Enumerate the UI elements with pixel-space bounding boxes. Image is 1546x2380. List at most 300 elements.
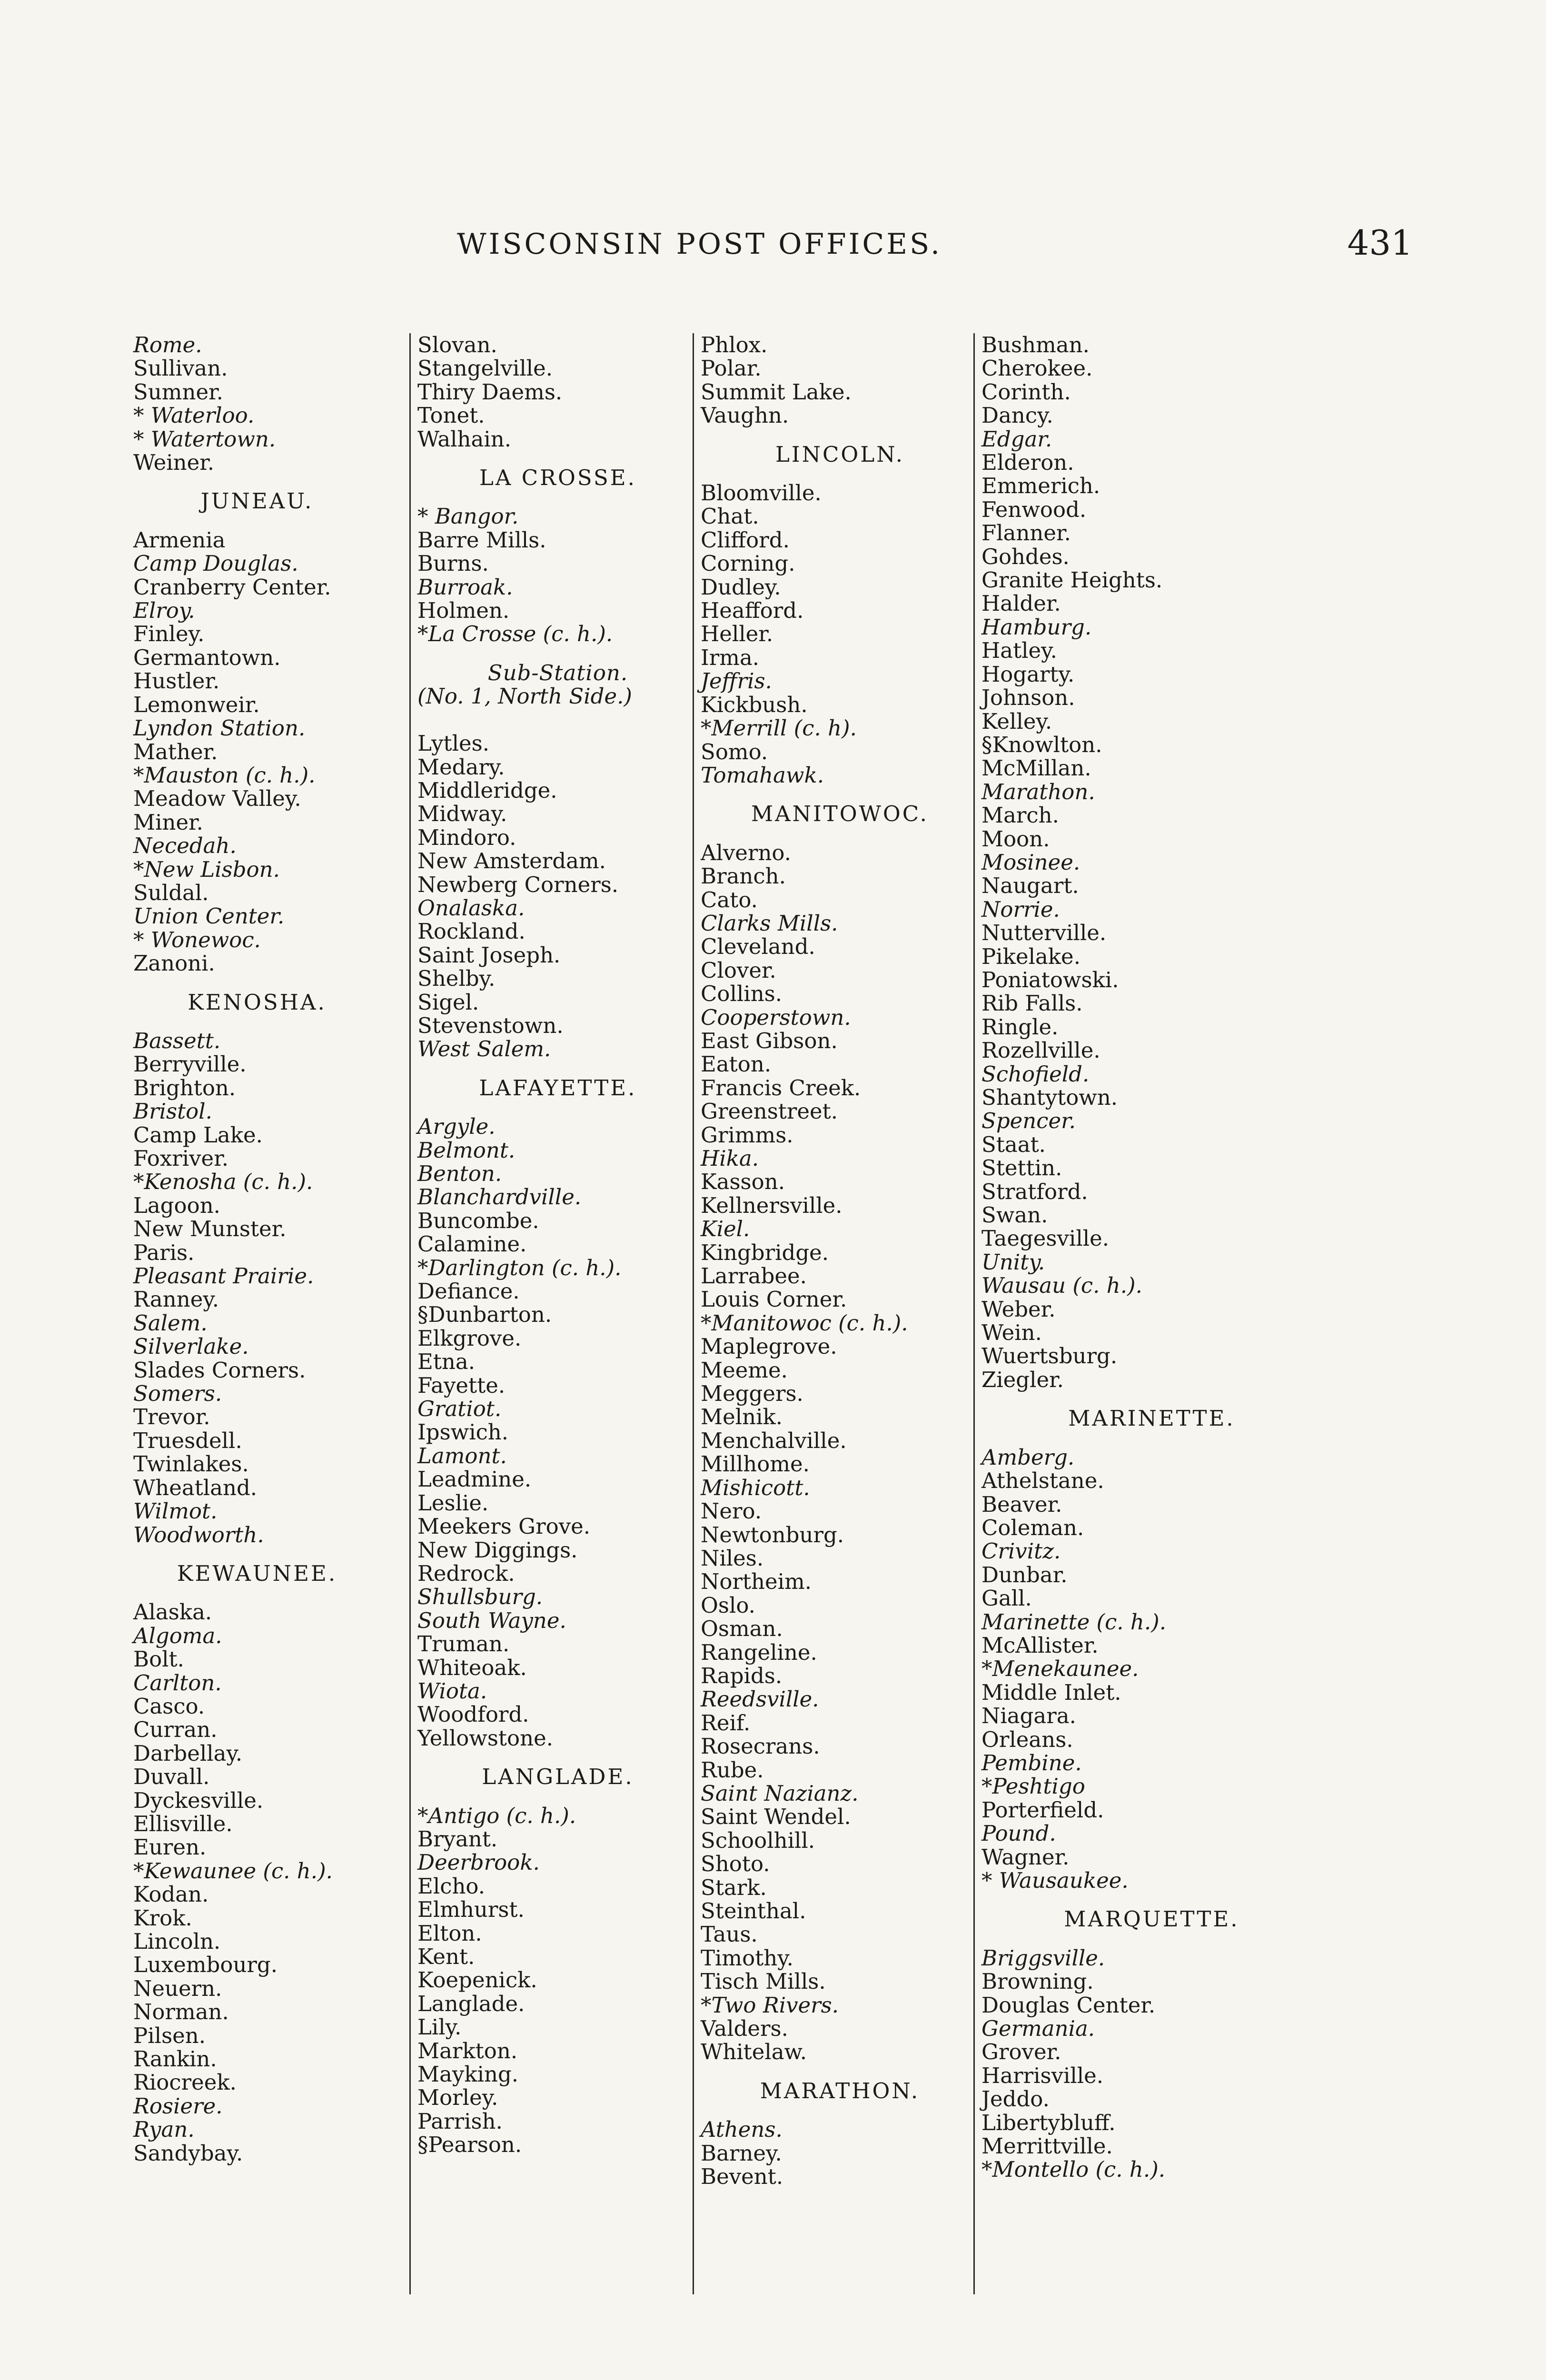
post-office-entry: Meeme. [701, 1357, 788, 1383]
post-office-entry: Finley. [133, 621, 205, 647]
post-office-entry: Clifford. [701, 527, 790, 553]
post-office-entry: Zanoni. [133, 951, 215, 976]
post-office-entry: Riocreek. [133, 2070, 237, 2095]
post-office-entry: Saint Joseph. [417, 942, 561, 968]
post-office-entry: Neuern. [133, 1975, 222, 2001]
post-office-entry: Dunbar. [981, 1562, 1068, 1587]
post-office-entry: Kelley. [981, 708, 1052, 734]
post-office-entry: Suldal. [133, 880, 209, 905]
post-office-entry: Oslo. [701, 1592, 755, 1618]
post-office-entry: Twinlakes. [133, 1451, 249, 1477]
post-office-entry: * Wausaukee. [981, 1868, 1129, 1893]
post-office-entry: Mosinee. [981, 849, 1080, 875]
post-office-entry: Parrish. [417, 2108, 503, 2134]
post-office-entry: Flanner. [981, 520, 1071, 546]
post-office-entry: Corning. [701, 551, 795, 576]
post-office-entry: Mishicott. [701, 1475, 810, 1500]
county-heading: MARINETTE. [1068, 1406, 1235, 1431]
post-office-entry: *Menekaunee. [981, 1656, 1139, 1682]
post-office-entry: Cooperstown. [701, 1004, 851, 1030]
post-office-entry: Lagoon. [133, 1192, 220, 1218]
post-office-entry: Whiteoak. [417, 1655, 527, 1680]
post-office-entry: Midway. [417, 801, 507, 827]
post-office-entry: Barre Mills. [417, 527, 546, 553]
post-office-entry: East Gibson. [701, 1028, 838, 1053]
post-office-entry: Argyle. [417, 1114, 496, 1140]
post-office-entry: Niagara. [981, 1703, 1076, 1729]
post-office-entry: Paris. [133, 1240, 195, 1265]
post-office-entry: Pembine. [981, 1750, 1082, 1775]
post-office-entry: Rosecrans. [701, 1734, 820, 1759]
post-office-entry: Mindoro. [417, 824, 516, 850]
post-office-entry: Granite Heights. [981, 567, 1163, 593]
post-office-entry: Wheatland. [133, 1475, 258, 1500]
post-office-entry: Alverno. [701, 840, 792, 865]
post-office-entry: Marathon. [981, 779, 1095, 804]
post-office-entry: Kodan. [133, 1882, 209, 1907]
post-office-entry: Shullsburg. [417, 1584, 543, 1610]
post-office-entry: Langlade. [417, 1991, 525, 2016]
post-office-entry: Elmhurst. [417, 1897, 525, 1923]
post-office-entry: Louis Corner. [701, 1287, 847, 1312]
post-office-entry: Truesdell. [133, 1428, 242, 1453]
post-office-entry: Elton. [417, 1920, 482, 1946]
post-office-entry: Whitelaw. [701, 2039, 807, 2065]
post-office-entry: Ellisville. [133, 1811, 233, 1836]
post-office-entry: Weiner. [133, 450, 215, 476]
post-office-entry: Trevor. [133, 1404, 210, 1430]
post-office-entry: Pound. [981, 1821, 1056, 1846]
post-office-entry: Holmen. [417, 598, 510, 624]
post-office-entry: Bristol. [133, 1099, 212, 1124]
post-office-entry: Ryan. [133, 2117, 195, 2142]
post-office-entry: Nutterville. [981, 920, 1107, 946]
page-header [133, 223, 1413, 275]
post-office-entry: Casco. [133, 1693, 205, 1719]
post-office-entry: Blanchardville. [417, 1184, 582, 1210]
post-office-entry: Osman. [701, 1616, 783, 1642]
post-office-entry: Fayette. [417, 1372, 505, 1398]
post-office-entry: Slades Corners. [133, 1357, 306, 1383]
post-office-entry: *Two Rivers. [701, 1992, 839, 2018]
post-office-entry: Cranberry Center. [133, 574, 331, 600]
post-office-entry: * Wonewoc. [133, 927, 261, 952]
post-office-entry: Cato. [701, 887, 758, 912]
post-office-entry: New Diggings. [417, 1537, 578, 1563]
post-office-entry: Burns. [417, 551, 489, 576]
post-office-entry: Necedah. [133, 833, 237, 859]
post-office-entry: Lemonweir. [133, 692, 260, 717]
post-office-entry: Tomahawk. [701, 762, 824, 788]
post-office-entry: *La Crosse (c. h.). [417, 621, 613, 647]
post-office-entry: Gohdes. [981, 544, 1070, 569]
post-office-entry: Bolt. [133, 1646, 184, 1672]
post-office-entry: Carlton. [133, 1670, 222, 1696]
post-office-entry: * Bangor. [417, 504, 519, 529]
post-office-entry: Gall. [981, 1586, 1032, 1611]
post-office-entry: Meekers Grove. [417, 1514, 591, 1539]
post-office-entry: Niles. [701, 1545, 764, 1571]
post-office-entry: Stevenstown. [417, 1012, 564, 1038]
post-office-entry: Shantytown. [981, 1085, 1118, 1110]
post-office-entry: Sigel. [417, 989, 479, 1015]
post-office-entry: Germania. [981, 2016, 1095, 2042]
post-office-entry: Kasson. [701, 1169, 785, 1195]
county-heading: LA CROSSE. [479, 465, 636, 491]
post-office-entry: Bevent. [701, 2164, 783, 2190]
post-office-entry: Douglas Center. [981, 1992, 1156, 2018]
post-office-entry: Valders. [701, 2016, 788, 2042]
post-office-entry: Phlox. [701, 332, 768, 357]
post-office-entry: Schofield. [981, 1061, 1090, 1087]
post-office-entry: *Peshtigo [981, 1774, 1085, 1799]
post-office-entry: Wagner. [981, 1844, 1070, 1870]
post-office-entry: Grover. [981, 2039, 1061, 2065]
post-office-entry: Cherokee. [981, 356, 1093, 381]
post-office-entry: Shoto. [701, 1851, 770, 1877]
post-office-entry: Stangelville. [417, 356, 553, 381]
post-office-entry: §Pearson. [417, 2132, 522, 2158]
post-office-entry: Hika. [701, 1146, 759, 1171]
post-office-entry: Chat. [701, 504, 759, 529]
post-office-entry: Menchalville. [701, 1428, 847, 1453]
post-office-entry: Ranney. [133, 1287, 219, 1312]
post-office-entry: * Watertown. [133, 426, 276, 452]
post-office-entry: Unity. [981, 1249, 1045, 1275]
post-office-entry: Lily. [417, 2014, 462, 2040]
post-office-entry: Corinth. [981, 379, 1071, 405]
post-office-entry: Elkgrove. [417, 1325, 522, 1351]
county-heading: JUNEAU. [200, 488, 314, 514]
post-office-entry: Hustler. [133, 668, 220, 694]
post-office-entry: Hatley. [981, 638, 1057, 664]
post-office-entry: Poniatowski. [981, 967, 1119, 992]
column-2 [409, 333, 698, 2294]
post-office-entry: Orleans. [981, 1726, 1073, 1752]
post-office-entry: Wilmot. [133, 1498, 218, 1524]
post-office-entry: Browning. [981, 1969, 1094, 1994]
post-office-entry: Dancy. [981, 403, 1053, 428]
post-office-entry: Moon. [981, 826, 1050, 852]
county-heading: MARATHON. [760, 2078, 920, 2103]
post-office-entry: Briggsville. [981, 1945, 1105, 1971]
post-office-entry: Melnik. [701, 1404, 783, 1430]
post-office-entry: Fenwood. [981, 496, 1087, 522]
post-office-entry: Markton. [417, 2038, 518, 2063]
post-office-entry: Clarks Mills. [701, 910, 838, 936]
county-heading: LINCOLN. [775, 441, 905, 467]
post-office-entry: Krok. [133, 1905, 192, 1931]
post-office-entry: Libertybluff. [981, 2110, 1116, 2135]
county-heading: KEWAUNEE. [177, 1560, 337, 1586]
post-office-entry: Duvall. [133, 1764, 210, 1790]
post-office-entry: Truman. [417, 1631, 510, 1657]
post-office-entry: Naugart. [981, 873, 1079, 899]
post-office-entry: Morley. [417, 2085, 498, 2111]
post-office-entry: McAllister. [981, 1632, 1099, 1658]
post-office-entry: Reif. [701, 1710, 751, 1735]
post-office-entry: Taegesville. [981, 1226, 1110, 1251]
post-office-entry: Eaton. [701, 1051, 772, 1077]
post-office-entry: Lincoln. [133, 1929, 221, 1954]
post-office-entry: Heller. [701, 621, 773, 647]
post-office-entry: Middleridge. [417, 777, 557, 803]
post-office-entry: Armenia [133, 527, 226, 553]
post-office-entry: Athelstane. [981, 1468, 1104, 1494]
post-office-entry: Pleasant Prairie. [133, 1263, 314, 1289]
post-office-entry: Woodworth. [133, 1522, 264, 1547]
post-office-entry: South Wayne. [417, 1607, 566, 1633]
post-office-entry: Bryant. [417, 1826, 498, 1852]
post-office-entry: Camp Douglas. [133, 551, 298, 576]
post-office-entry [417, 708, 698, 732]
post-office-entry: *Kenosha (c. h.). [133, 1169, 313, 1195]
post-office-entry: *Montello (c. h.). [981, 2157, 1166, 2182]
post-office-entry: Defiance. [417, 1279, 520, 1304]
post-office-entry: * Waterloo. [133, 403, 255, 428]
post-office-entry: Staat. [981, 1131, 1046, 1157]
post-office-entry: Buncombe. [417, 1208, 539, 1233]
post-office-entry: Onalaska. [417, 895, 525, 921]
post-office-entry: Saint Nazianz. [701, 1780, 859, 1806]
post-office-entry: Rankin. [133, 2046, 217, 2072]
post-office-entry: Miner. [133, 809, 203, 835]
post-office-columns [133, 333, 1314, 2309]
post-office-entry: Norrie. [981, 896, 1060, 922]
post-office-entry: Collins. [701, 981, 783, 1007]
post-office-entry: Leadmine. [417, 1467, 532, 1492]
post-office-entry: Berryville. [133, 1051, 247, 1077]
county-heading: MARQUETTE. [1064, 1906, 1239, 1932]
post-office-entry: Taus. [701, 1922, 758, 1947]
post-office-entry: Elroy. [133, 598, 195, 624]
post-office-entry: Sullivan. [133, 356, 228, 381]
post-office-entry: *Antigo (c. h.). [417, 1803, 576, 1828]
post-office-entry: Larrabee. [701, 1263, 807, 1289]
post-office-entry: Ipswich. [417, 1419, 509, 1445]
post-office-entry: Rube. [701, 1757, 764, 1783]
post-office-entry: Stettin. [981, 1155, 1062, 1181]
post-office-entry: Stratford. [981, 1179, 1088, 1204]
post-office-entry: Etna. [417, 1349, 476, 1375]
post-office-entry: Middle Inlet. [981, 1679, 1121, 1705]
post-office-entry: Branch. [701, 863, 786, 889]
post-office-entry: Francis Creek. [701, 1075, 861, 1101]
post-office-entry: McMillan. [981, 755, 1091, 781]
post-office-entry: Algoma. [133, 1623, 222, 1648]
post-office-entry: Calamine. [417, 1231, 527, 1257]
post-office-entry: Athens. [701, 2117, 783, 2142]
post-office-entry: New Amsterdam. [417, 848, 606, 874]
post-office-entry: Reedsville. [701, 1686, 819, 1712]
post-office-entry: Clover. [701, 957, 776, 983]
post-office-entry: Maplegrove. [701, 1334, 837, 1359]
post-office-entry: Newberg Corners. [417, 872, 619, 897]
post-office-entry: Koepenick. [417, 1967, 537, 1993]
post-office-entry: Tisch Mills. [701, 1969, 826, 1994]
post-office-entry: Weber. [981, 1296, 1056, 1322]
post-office-entry: Leslie. [417, 1490, 489, 1516]
post-office-entry: Lamont. [417, 1443, 507, 1468]
post-office-entry: Rosiere. [133, 2093, 223, 2119]
post-office-entry: New Munster. [133, 1216, 287, 1242]
post-office-entry: Deerbrook. [417, 1850, 540, 1875]
post-office-entry: Schoolhill. [701, 1827, 815, 1853]
post-office-entry: Dyckesville. [133, 1787, 264, 1813]
post-office-entry: Polar. [701, 356, 762, 381]
post-office-entry: Crivitz. [981, 1538, 1061, 1564]
post-office-entry: Nero. [701, 1498, 762, 1524]
county-heading: LANGLADE. [482, 1764, 634, 1790]
post-office-entry: Elcho. [417, 1873, 486, 1899]
post-office-entry: Wuertsburg. [981, 1343, 1118, 1369]
post-office-entry: Sandybay. [133, 2140, 243, 2166]
post-office-entry: Pilsen. [133, 2023, 206, 2048]
post-office-entry: Shelby. [417, 966, 496, 992]
post-office-entry: Meggers. [701, 1381, 803, 1407]
post-office-entry: Spencer. [981, 1108, 1076, 1134]
column-1 [133, 333, 400, 2294]
post-office-entry: Grimms. [701, 1122, 793, 1148]
post-office-entry: Jeddo. [981, 2086, 1050, 2112]
post-office-entry: Benton. [417, 1161, 502, 1186]
post-office-entry: Stark. [701, 1874, 767, 1900]
post-office-entry: Harrisville. [981, 2063, 1104, 2088]
post-office-entry: Rockland. [417, 919, 525, 944]
post-office-entry: Woodford. [417, 1702, 529, 1727]
post-office-entry: Kingbridge. [701, 1240, 829, 1265]
post-office-entry: *Mauston (c. h.). [133, 762, 316, 788]
post-office-entry: Brighton. [133, 1075, 236, 1101]
post-office-entry: Kickbush. [701, 692, 808, 717]
column-4 [973, 333, 1322, 2294]
post-office-entry: Kellnersville. [701, 1192, 842, 1218]
post-office-entry: Bushman. [981, 332, 1090, 357]
post-office-entry: §Dunbarton. [417, 1302, 552, 1328]
post-office-entry: Wausau (c. h.). [981, 1273, 1142, 1299]
post-office-entry: Ziegler. [981, 1367, 1064, 1392]
post-office-entry: Rome. [133, 332, 202, 357]
post-office-entry: Amberg. [981, 1444, 1075, 1470]
post-office-entry: Wein. [981, 1320, 1042, 1346]
post-office-entry: Wiota. [417, 1678, 487, 1704]
sub-station-heading: Sub-Station. [487, 660, 628, 685]
post-office-entry: Halder. [981, 591, 1061, 616]
county-heading: LAFAYETTE. [479, 1075, 637, 1101]
post-office-entry: Darbellay. [133, 1740, 243, 1766]
post-office-entry: Elderon. [981, 450, 1074, 476]
post-office-entry: Saint Wendel. [701, 1804, 851, 1830]
post-office-entry: Redrock. [417, 1560, 515, 1586]
post-office-entry: Dudley. [701, 574, 781, 600]
post-office-entry: Timothy. [701, 1945, 793, 1971]
post-office-entry: March. [981, 803, 1059, 828]
post-office-entry: Summit Lake. [701, 379, 852, 405]
post-office-entry: Somers. [133, 1381, 222, 1407]
post-office-entry: Tonet. [417, 403, 485, 428]
post-office-entry: Kiel. [701, 1216, 750, 1242]
post-office-entry: Somo. [701, 739, 768, 764]
post-office-entry: *Manitowoc (c. h.). [701, 1310, 908, 1336]
post-office-entry: §Knowlton. [981, 732, 1102, 757]
post-office-entry: Bloomville. [701, 480, 822, 506]
post-office-entry: Yellowstone. [417, 1725, 554, 1751]
post-office-entry: Luxembourg. [133, 1952, 278, 1978]
post-office-entry: Camp Lake. [133, 1122, 263, 1148]
post-office-entry: Jeffris. [701, 668, 772, 694]
post-office-entry: Euren. [133, 1835, 207, 1860]
county-heading: MANITOWOC. [751, 801, 929, 827]
post-office-entry: Johnson. [981, 685, 1075, 711]
post-office-entry: Lytles. [417, 731, 490, 756]
post-office-entry: Barney. [701, 2140, 782, 2166]
post-office-entry: *New Lisbon. [133, 856, 280, 882]
post-office-entry: Curran. [133, 1717, 218, 1743]
post-office-entry: Alaska. [133, 1599, 212, 1625]
post-office-entry: *Merrill (c. h). [701, 715, 857, 741]
post-office-entry: Merrittville. [981, 2133, 1113, 2159]
column-3 [693, 333, 979, 2294]
post-office-entry: Coleman. [981, 1515, 1084, 1540]
post-office-entry: Silverlake. [133, 1334, 249, 1359]
post-office-entry: Rangeline. [701, 1639, 817, 1665]
post-office-entry: Gratiot. [417, 1396, 502, 1422]
post-office-entry: Newtonburg. [701, 1522, 844, 1547]
post-office-entry: Edgar. [981, 426, 1052, 452]
post-office-entry: Pikelake. [981, 943, 1080, 969]
post-office-entry: *Kewaunee (c. h.). [133, 1858, 333, 1884]
post-office-entry: Bassett. [133, 1028, 221, 1053]
post-office-entry: Meadow Valley. [133, 786, 301, 812]
post-office-entry: Mather. [133, 739, 218, 764]
post-office-entry: Thiry Daems. [417, 379, 563, 405]
post-office-entry: Union Center. [133, 903, 285, 929]
post-office-entry: Irma. [701, 645, 760, 670]
post-office-entry: Rib Falls. [981, 991, 1083, 1016]
post-office-entry: Rapids. [701, 1663, 783, 1688]
post-office-entry: Ringle. [981, 1014, 1059, 1040]
post-office-entry: Kent. [417, 1944, 475, 1969]
post-office-entry: Salem. [133, 1310, 208, 1336]
post-office-entry: Mayking. [417, 2062, 519, 2087]
post-office-entry: *Darlington (c. h.). [417, 1255, 622, 1280]
post-office-entry: Swan. [981, 1202, 1048, 1228]
post-office-entry: Norman. [133, 1999, 229, 2025]
post-office-entry: Belmont. [417, 1137, 515, 1163]
post-office-entry: Sumner. [133, 379, 223, 405]
post-office-entry: (No. 1, North Side.) [417, 684, 632, 709]
post-office-entry: Millhome. [701, 1451, 810, 1477]
post-office-entry: Marinette (c. h.). [981, 1609, 1167, 1635]
post-office-entry: Vaughn. [701, 403, 789, 428]
post-office-entry: Medary. [417, 754, 505, 780]
post-office-entry: Emmerich. [981, 473, 1100, 499]
post-office-entry: Heafford. [701, 598, 804, 624]
post-office-entry: West Salem. [417, 1036, 551, 1062]
post-office-entry: Hogarty. [981, 661, 1075, 687]
post-office-entry: Walhain. [417, 426, 512, 452]
post-office-entry: Hamburg. [981, 614, 1092, 640]
post-office-entry: Burroak. [417, 574, 513, 600]
page-number: 431 [1347, 223, 1413, 263]
post-office-entry: Rozellville. [981, 1038, 1100, 1063]
post-office-entry: Slovan. [417, 332, 497, 357]
post-office-entry: Greenstreet. [701, 1099, 838, 1124]
post-office-entry: Cleveland. [701, 934, 815, 960]
post-office-entry: Northeim. [701, 1569, 812, 1595]
post-office-entry: Foxriver. [133, 1146, 229, 1171]
post-office-entry: Porterfield. [981, 1797, 1104, 1823]
